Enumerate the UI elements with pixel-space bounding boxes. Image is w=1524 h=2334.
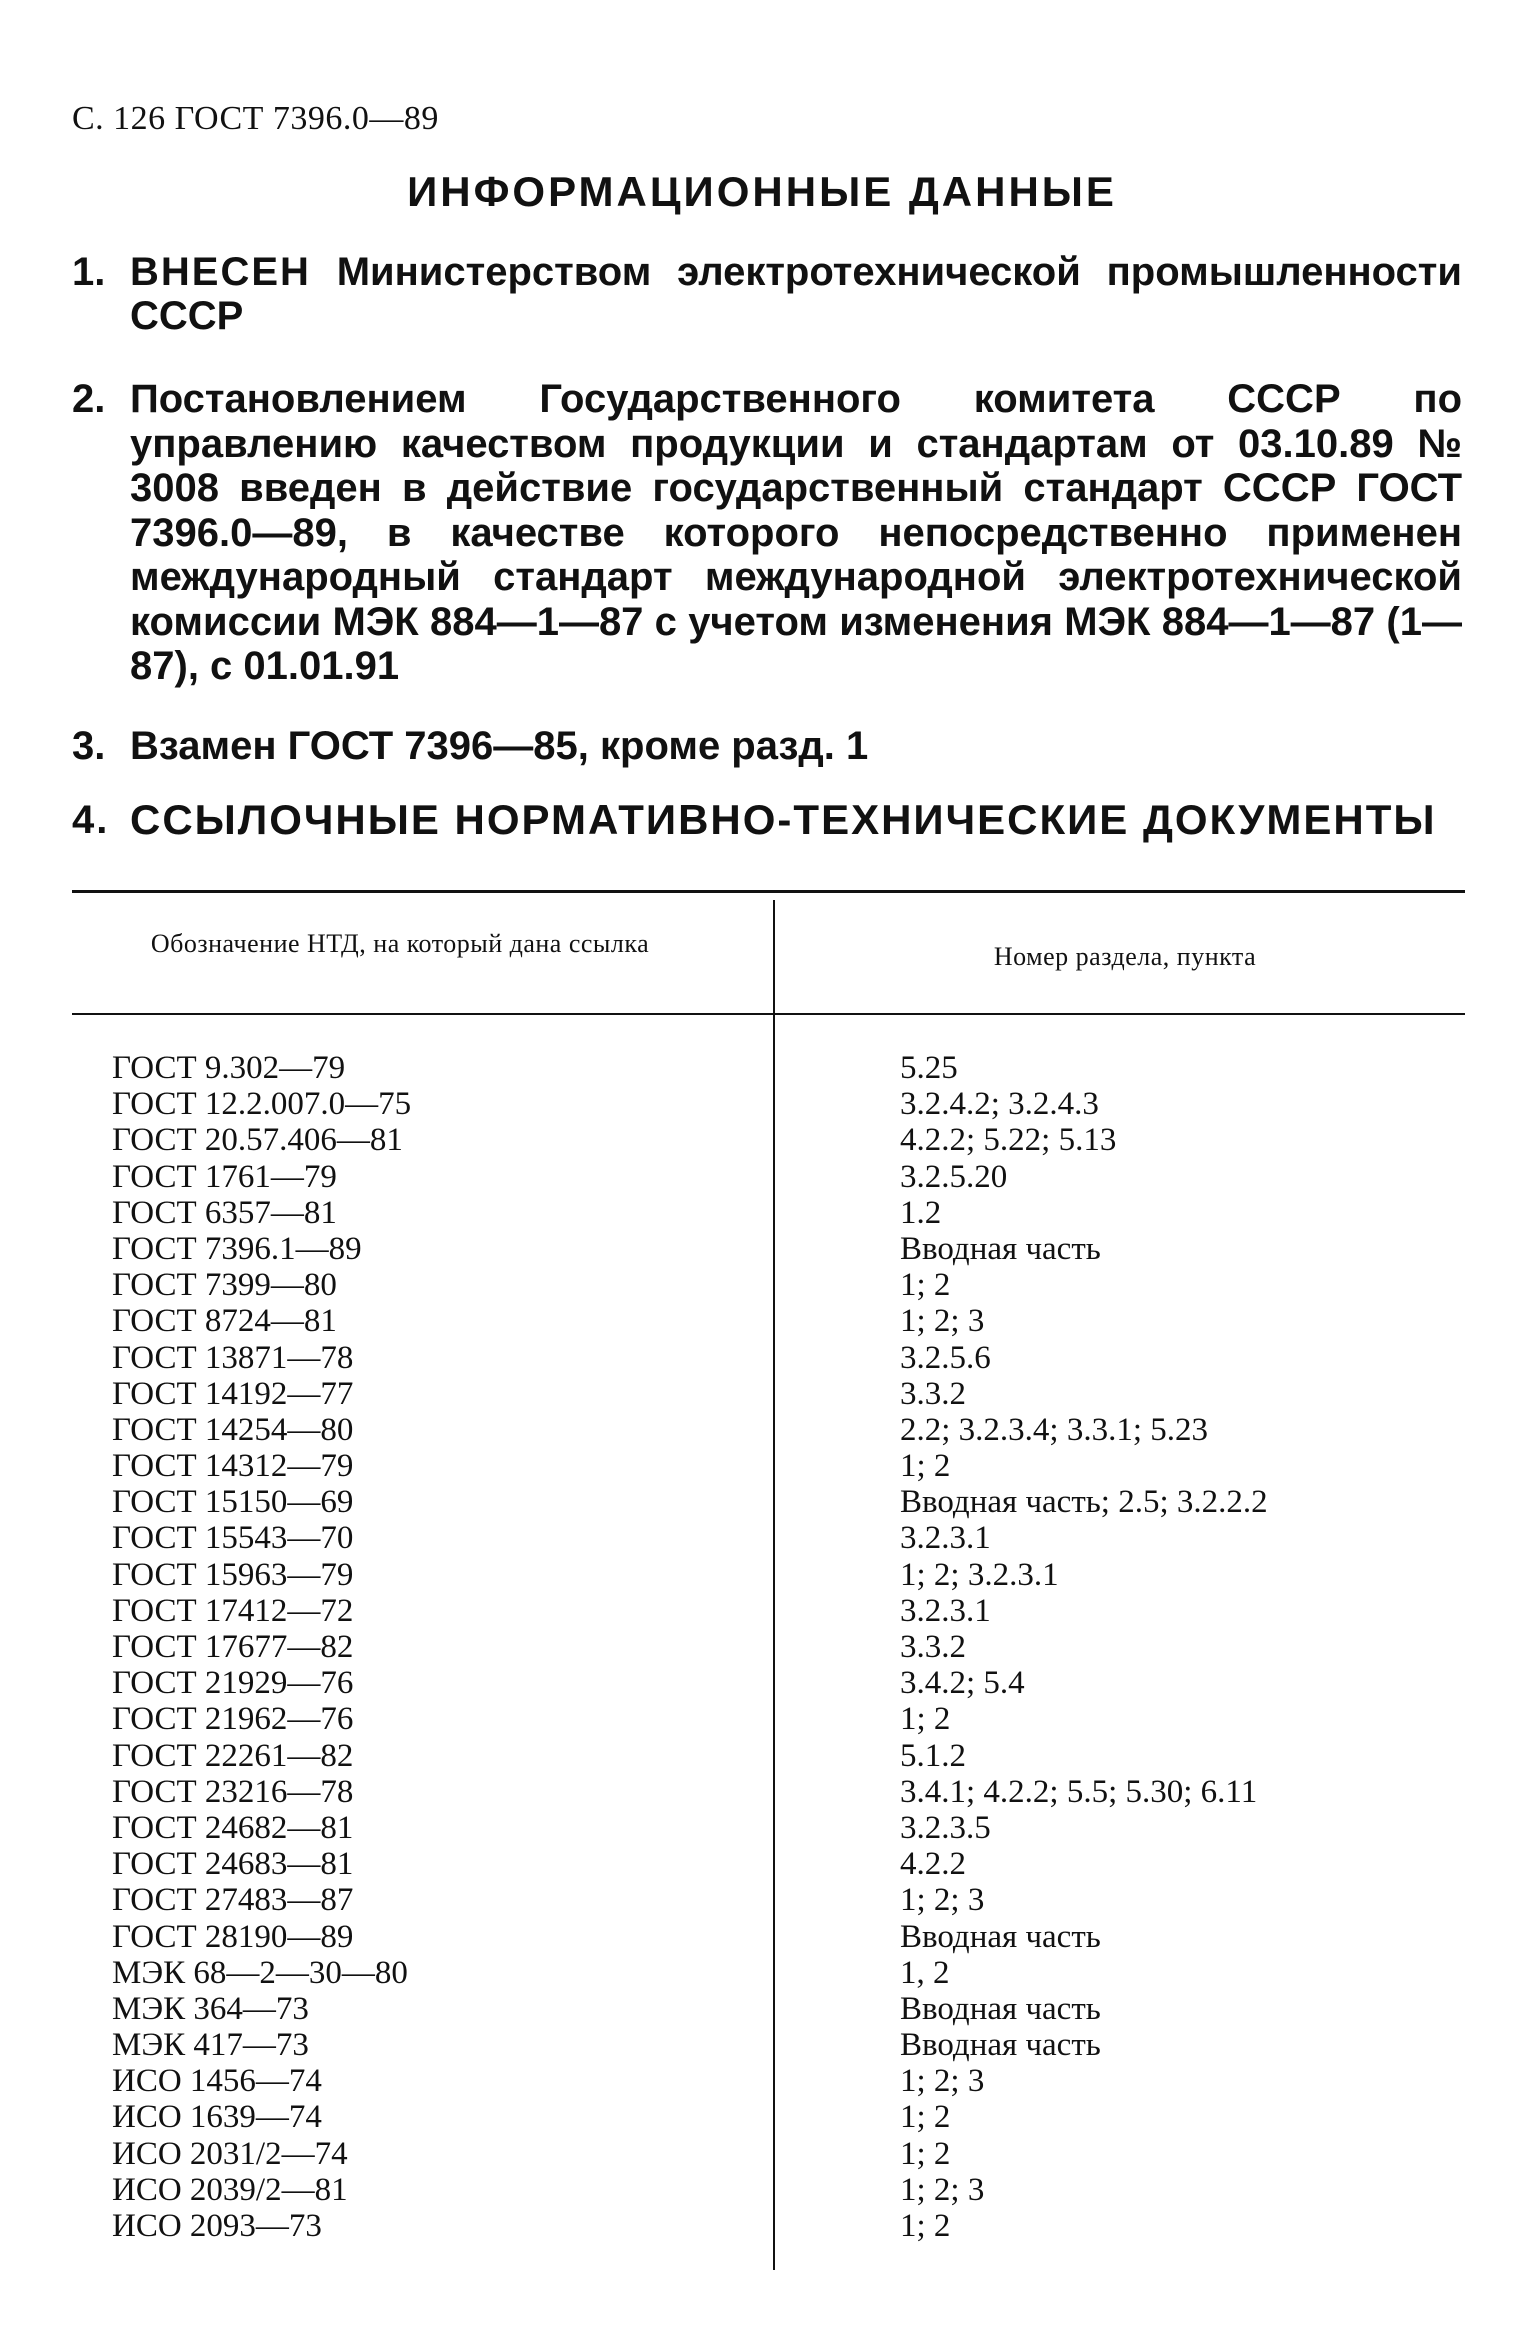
table-cell-designation: ГОСТ 14254—80 [112,1411,354,1448]
table-cell-designation: ГОСТ 17412—72 [112,1592,354,1629]
table-cell-section-number: 1; 2 [900,2099,951,2136]
table-cell-section-number: 1; 2; 3 [900,2171,985,2208]
table-cell-section-number: 3.2.3.5 [900,1809,991,1846]
table-header-designation: Обозначение НТД, на который дана ссылка [150,929,650,958]
table-cell-section-number: Вводная часть [900,1990,1101,2027]
table-cell-section-number: 3.2.4.2; 3.2.4.3 [900,1086,1099,1123]
table-cell-designation: МЭК 364—73 [112,1990,309,2027]
table-cell-designation: ГОСТ 24682—81 [112,1809,354,1846]
table-cell-section-number: 1; 2 [900,1701,951,1738]
table-cell-section-number: Вводная часть [900,1230,1101,1267]
table-column-section-number [900,1050,1460,2244]
table-cell-designation: ГОСТ 9.302—79 [112,1050,346,1086]
table-cell-designation: ГОСТ 15150—69 [112,1484,354,1521]
table-cell-section-number: 3.3.2 [900,1629,966,1665]
table-cell-designation: ГОСТ 27483—87 [112,1882,354,1919]
table-cell-designation: ГОСТ 14192—77 [112,1375,354,1412]
table-cell-designation: ГОСТ 14312—79 [112,1448,354,1485]
table-cell-section-number: 1; 2; 3.2.3.1 [900,1556,1059,1593]
table-cell-section-number: 3.2.3.1 [900,1520,991,1557]
table-cell-designation: ГОСТ 7399—80 [112,1267,337,1304]
table-cell-designation: ИСО 1456—74 [112,2063,322,2100]
section-3 [72,724,1462,768]
table-cell-designation: ГОСТ 21962—76 [112,1701,354,1738]
table-column-designation [112,1050,752,2244]
table-header-section-number: Номер раздела, пункта [993,942,1257,971]
table-column-divider [773,900,775,2270]
table-cell-designation: ГОСТ 8724—81 [112,1303,337,1340]
table-cell-designation: ГОСТ 20.57.406—81 [112,1122,403,1159]
table-cell-designation: ИСО 2031/2—74 [112,2135,348,2172]
table-cell-section-number: 3.2.5.6 [900,1339,991,1376]
table-cell-section-number: 1; 2; 3 [900,1303,985,1340]
table-cell-designation: ГОСТ 15543—70 [112,1520,354,1557]
table-cell-section-number: 5.1.2 [900,1737,966,1774]
table-cell-designation: МЭК 417—73 [112,2027,309,2064]
page-header: С. 126 ГОСТ 7396.0—89 [72,100,439,137]
table-cell-designation: ГОСТ 13871—78 [112,1339,354,1376]
table-cell-section-number: 4.2.2; 5.22; 5.13 [900,1122,1117,1159]
table-cell-section-number: 5.25 [900,1050,958,1086]
section-4 [72,798,1462,842]
table-cell-section-number: Вводная часть [900,1918,1101,1955]
table-cell-section-number: 3.4.2; 5.4 [900,1665,1025,1702]
document-title: ИНФОРМАЦИОННЫЕ ДАННЫЕ [407,168,1117,215]
table-cell-section-number: 3.2.5.20 [900,1158,1008,1195]
table-cell-designation: ГОСТ 17677—82 [112,1629,354,1665]
table-cell-section-number: 3.4.1; 4.2.2; 5.5; 5.30; 6.11 [900,1773,1258,1810]
section-lead: ВНЕСЕН [130,250,311,294]
table-cell-section-number: 1; 2 [900,1267,951,1304]
table-cell-designation: ГОСТ 15963—79 [112,1556,354,1593]
table-cell-designation: ИСО 1639—74 [112,2099,322,2136]
table-cell-designation: ГОСТ 12.2.007.0—75 [112,1086,412,1123]
table-cell-section-number: 1, 2 [900,1954,950,1991]
table-cell-designation: ГОСТ 6357—81 [112,1194,337,1231]
table-cell-designation: ГОСТ 21929—76 [112,1665,354,1702]
table-cell-section-number: 1; 2; 3 [900,1882,985,1919]
section-number: 2. [72,377,106,421]
table-cell-section-number: 1; 2 [900,2135,951,2172]
table-cell-section-number: 1; 2 [900,1448,951,1485]
table-cell-section-number: Вводная часть [900,2027,1101,2064]
table-cell-section-number: 4.2.2 [900,1846,966,1883]
section-number: 4. [72,798,110,842]
table-cell-section-number: 2.2; 3.2.3.4; 3.3.1; 5.23 [900,1411,1209,1448]
section-2 [72,377,1462,689]
section-number: 1. [72,250,106,294]
table-cell-designation: ГОСТ 7396.1—89 [112,1230,362,1267]
table-cell-section-number: 1.2 [900,1194,942,1231]
section-number: 3. [72,724,106,768]
table-cell-designation: МЭК 68—2—30—80 [112,1954,408,1991]
table-cell-designation: ГОСТ 24683—81 [112,1846,354,1883]
section-text [130,250,1462,338]
table-cell-section-number: 3.3.2 [900,1375,966,1412]
table-cell-designation: ГОСТ 28190—89 [112,1918,354,1955]
table-cell-section-number: 1; 2; 3 [900,2063,985,2100]
table-header-rule [72,1013,1465,1015]
section-text: ССЫЛОЧНЫЕ НОРМАТИВНО-ТЕХНИЧЕСКИЕ ДОКУМЕНТЫ [130,796,1437,843]
section-text: Постановлением Государственного комитета СССР по управлению качеством продукции и стандартам от 03.10.89 № 3008 введен в действие государственный стандарт СССР ГОСТ 7396.0—89, в качестве которого непосредственно применен международный стандарт международной электротехнической комиссии МЭК 884—1—87 с учетом изменения МЭК 884—1—87 (1—87), с 01.01.91 [130,377,1462,688]
table-top-rule [72,890,1465,893]
table-cell-designation: ИСО 2093—73 [112,2208,322,2244]
table-cell-section-number: 1; 2 [900,2208,951,2244]
table-cell-designation: ГОСТ 1761—79 [112,1158,337,1195]
table-cell-designation: ГОСТ 22261—82 [112,1737,354,1774]
table-cell-designation: ГОСТ 23216—78 [112,1773,354,1810]
section-1 [72,250,1462,338]
table-cell-section-number: 3.2.3.1 [900,1592,991,1629]
section-text: Взамен ГОСТ 7396—85, кроме разд. 1 [130,724,869,768]
section-body: Министерством электротехнической промышленности СССР [130,250,1462,338]
table-cell-designation: ИСО 2039/2—81 [112,2171,348,2208]
table-cell-section-number: Вводная часть; 2.5; 3.2.2.2 [900,1484,1268,1521]
